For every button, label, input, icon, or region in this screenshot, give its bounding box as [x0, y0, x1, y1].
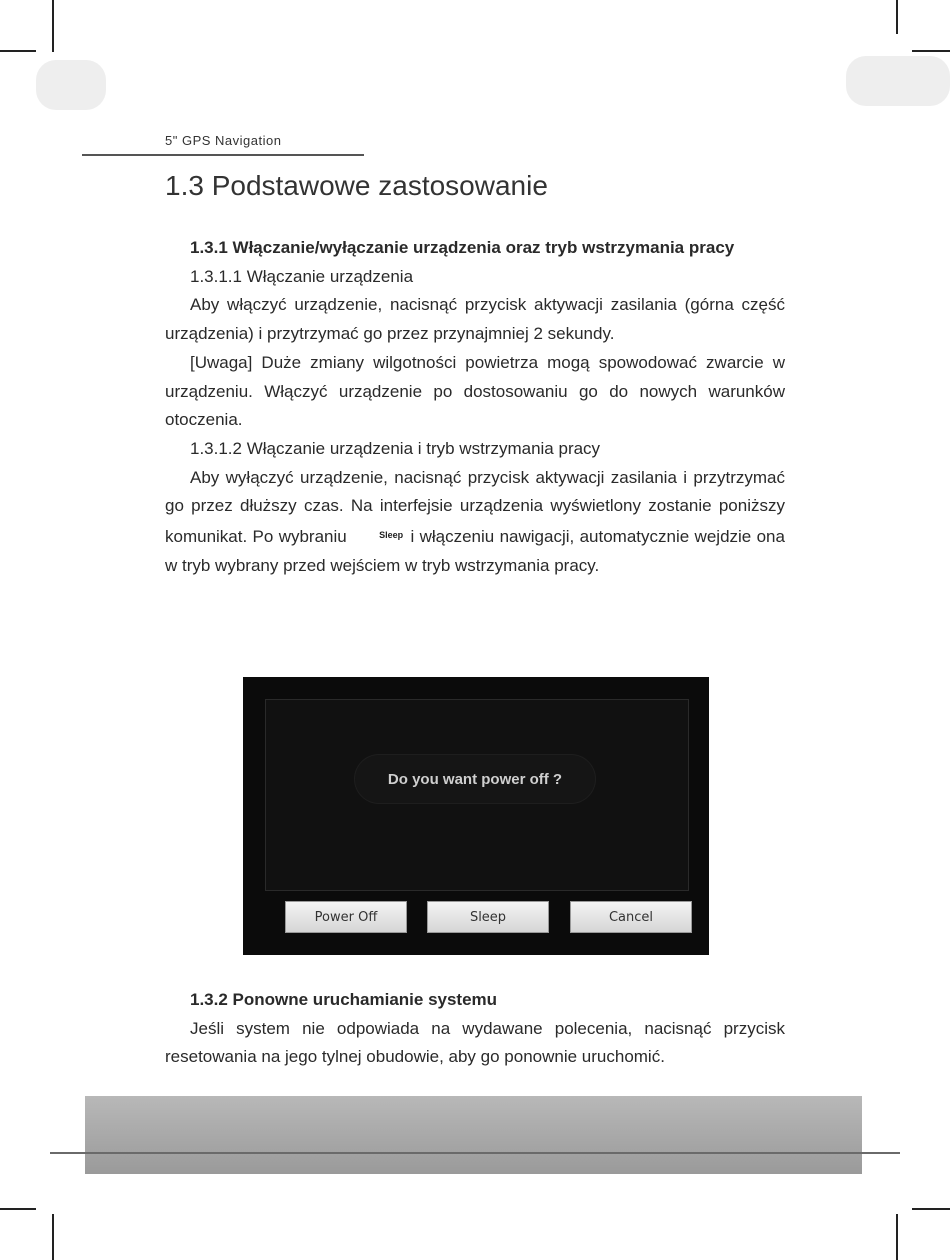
header-rule — [82, 154, 364, 156]
inline-sleep-label: Sleep — [379, 530, 404, 541]
cancel-button[interactable]: Cancel — [570, 901, 692, 933]
running-header: 5" GPS Navigation — [165, 133, 282, 148]
subsection-heading-1-3-1: 1.3.1 Włączanie/wyłączanie urządzenia oraz tryb wstrzymania pracy — [190, 238, 735, 257]
sleep-button[interactable]: Sleep — [427, 901, 549, 933]
crop-mark-bottom-left-h — [0, 1208, 36, 1210]
scan-shade-right — [846, 56, 950, 106]
footer-line — [50, 1152, 900, 1154]
paragraph-power-on: Aby włączyć urządzenie, nacisnąć przycisk aktywacji zasilania (górna część urządzenia) i przytrzymać go przez przynajmniej 2 sekundy. — [165, 295, 785, 344]
paragraph-power-off — [165, 464, 785, 581]
scan-shade-left — [36, 60, 106, 110]
crop-mark-top-right — [896, 0, 898, 34]
subsubsection-heading-1-3-1-2: 1.3.1.2 Włączanie urządzenia i tryb wstrzymania pracy — [190, 438, 601, 458]
crop-mark-bottom-right-h — [912, 1208, 950, 1210]
paragraph-note: [Uwaga] Duże zmiany wilgotności powietrza mogą spowodować zwarcie w urządzeniu. Włączyć urządzenie po dostosowaniu go do nowych warunków otoczenia. — [165, 352, 785, 430]
subsection-heading-1-3-2: 1.3.2 Ponowne uruchamianie systemu — [190, 990, 498, 1009]
power-off-dialog — [243, 677, 709, 955]
subsubsection-heading-1-3-1-1: 1.3.1.1 Włączanie urządzenia — [190, 266, 414, 286]
section-title: 1.3 Podstawowe zastosowanie — [165, 170, 548, 201]
body-text-lower — [165, 986, 785, 1072]
crop-mark-bottom-right — [896, 1214, 898, 1260]
paragraph-power-off-part2: i włączeniu nawigacji, automatycznie wejdzie ona w tryb wybrany przed wejściem w tryb wstrzymania pracy. — [165, 527, 785, 575]
dialog-message: Do you want power off ? — [355, 755, 595, 803]
paragraph-power-off-part1: Aby wyłączyć urządzenie, nacisnąć przycisk aktywacji zasilania i przytrzymać go przez dłuższy czas. Na interfejsie urządzenia wyświetlony zostanie poniższy komunikat. Po wybraniu — [165, 467, 785, 547]
crop-mark-top-left-h — [0, 50, 36, 52]
footer-band — [85, 1096, 862, 1174]
paragraph-reset: Jeśli system nie odpowiada na wydawane polecenia, nacisnąć przycisk resetowania na jego tylnej obudowie, aby go ponownie uruchomić. — [165, 1018, 785, 1067]
body-text-upper — [165, 234, 785, 580]
crop-mark-bottom-left — [52, 1214, 54, 1260]
crop-mark-top-right-h — [912, 50, 950, 52]
power-off-button[interactable]: Power Off — [285, 901, 407, 933]
crop-mark-top-left — [52, 0, 54, 52]
